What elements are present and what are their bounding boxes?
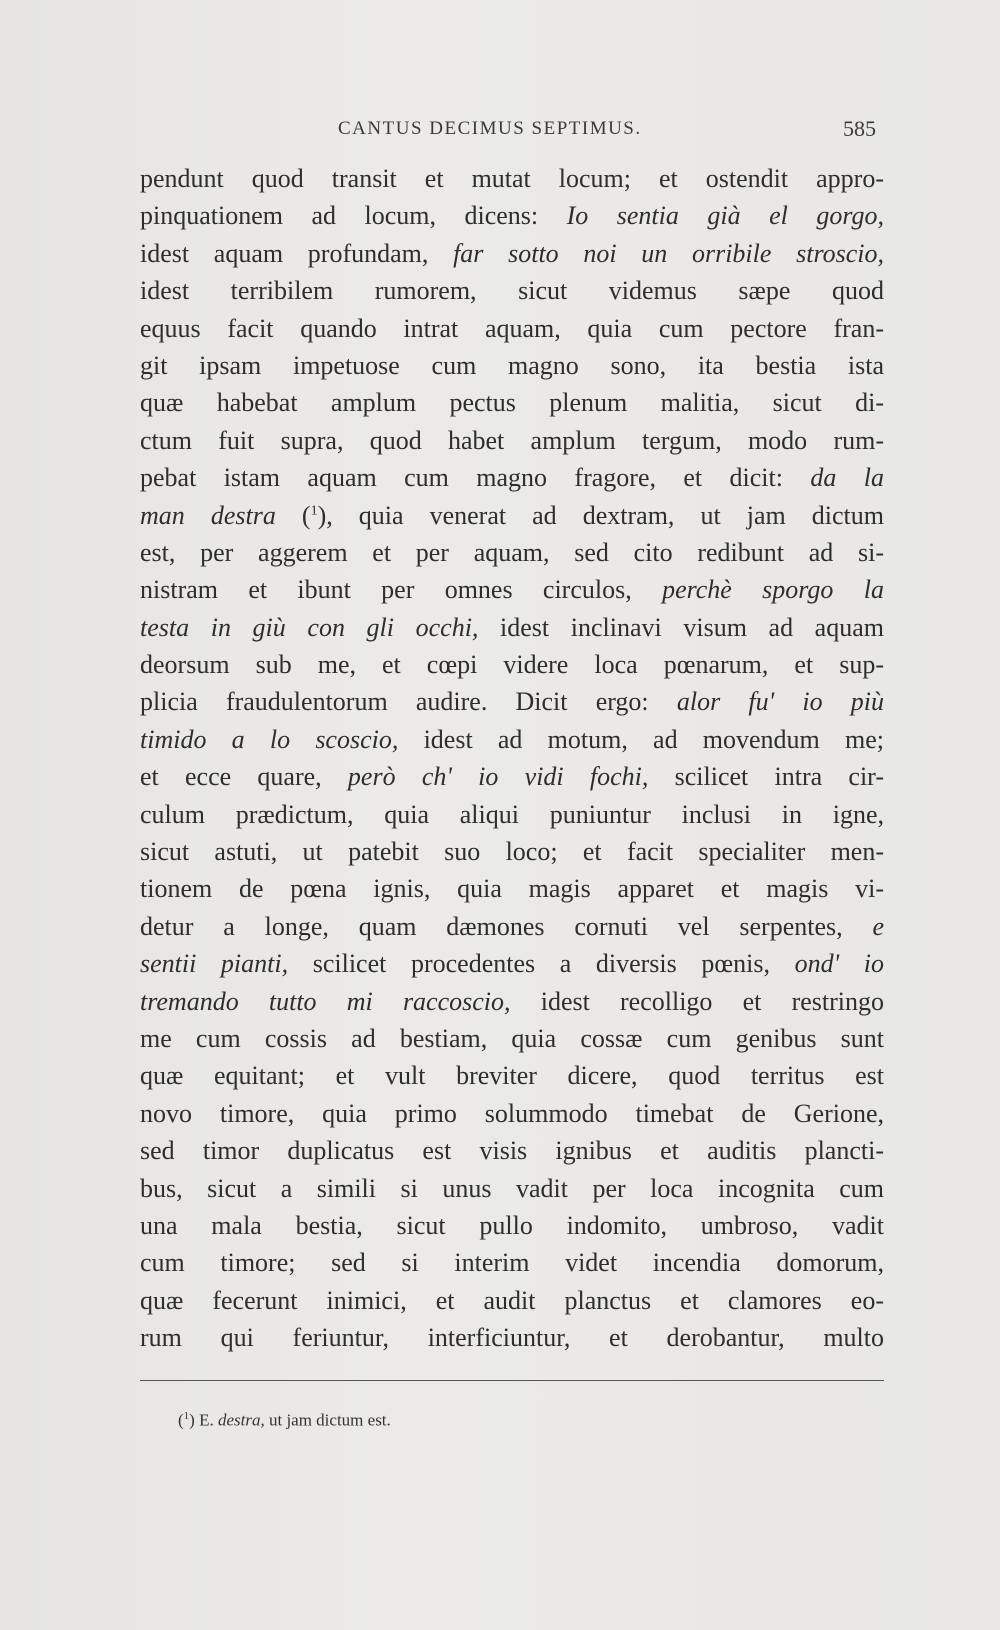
italic-quote: perchè sporgo la [662, 575, 884, 605]
text-line [140, 422, 884, 459]
italic-quote: Io sentia già el gorgo, [566, 201, 884, 231]
text-line [140, 1095, 884, 1132]
text-line [140, 945, 884, 982]
italic-quote: tremando tutto mi raccoscio, [140, 986, 511, 1016]
text-line [140, 983, 884, 1020]
line-segment: pebat istam aquam cum magno fragore, et dicit: [140, 463, 811, 493]
text-line [140, 534, 884, 571]
text-line [140, 870, 884, 907]
line-segment: pinquationem ad locum, dicens: [140, 201, 567, 231]
text-line [140, 683, 884, 720]
footnote-reference: 1 [310, 502, 318, 518]
line-segment: ), quia venerat ad dextram, ut jam dictum [317, 500, 884, 530]
text-line [140, 160, 884, 197]
footnote [178, 1410, 391, 1431]
line-segment: idest recolligo et restringo [510, 986, 884, 1016]
text-line [140, 758, 884, 795]
line-segment: ( [275, 500, 311, 530]
italic-quote: alor fu' io più [676, 687, 884, 717]
text-line [140, 235, 884, 272]
line-segment: idest inclinavi visum ad aquam [478, 612, 884, 642]
line-segment: scilicet intra cir- [648, 762, 884, 792]
line-segment: deorsum sub me, et cœpi videre loca pœnarum, et sup- [140, 650, 884, 680]
text-line [140, 721, 884, 758]
text-line [140, 1132, 884, 1169]
line-segment: idest ad motum, ad movendum me; [398, 724, 884, 754]
footnote-label: ) E. [189, 1410, 218, 1430]
text-line [140, 796, 884, 833]
line-segment: culum prædictum, quia aliqui puniuntur inclusi in igne, [140, 799, 884, 829]
italic-quote: da la [810, 463, 884, 493]
italic-quote: ond' io [794, 949, 884, 979]
line-segment: me cum cossis ad bestiam, quia cossæ cum genibus sunt [140, 1023, 884, 1053]
italic-quote: sentii pianti, [140, 949, 289, 979]
line-segment: scilicet procedentes a diversis pœnis, [288, 949, 795, 979]
body-text [140, 160, 884, 1357]
text-line [140, 1319, 884, 1356]
line-segment: sicut astuti, ut patebit suo loco; et facit specialiter men- [140, 837, 884, 867]
running-title: CANTUS DECIMUS SEPTIMUS. [338, 118, 642, 139]
line-segment: rum qui feriuntur, interficiuntur, et derobantur, multo [140, 1323, 884, 1353]
line-segment: pendunt quod transit et mutat locum; et ostendit appro- [140, 164, 884, 193]
line-segment: equus facit quando intrat aquam, quia cum pectore fran- [140, 313, 884, 343]
italic-quote: timido a lo scoscio, [140, 724, 399, 754]
text-line [140, 1207, 884, 1244]
text-line [140, 497, 884, 534]
page-number: 585 [843, 116, 876, 141]
text-line [140, 459, 884, 496]
line-segment: tionem de pœna ignis, quia magis apparet et magis vi- [140, 874, 884, 904]
italic-quote: però ch' io vidi fochi, [347, 762, 649, 792]
text-line [140, 571, 884, 608]
italic-quote: testa in giù con gli occhi, [140, 612, 479, 642]
line-segment: idest aquam profundam, [140, 238, 454, 268]
text-line [140, 1244, 884, 1281]
footnote-text: ut jam dictum est. [264, 1410, 391, 1430]
line-segment: una mala bestia, sicut pullo indomito, umbroso, vadit [140, 1210, 884, 1240]
text-line [140, 1057, 884, 1094]
text-line [140, 646, 884, 683]
line-segment: quæ fecerunt inimici, et audit planctus et clamores eo- [140, 1285, 884, 1315]
text-line [140, 1282, 884, 1319]
text-line [140, 384, 884, 421]
line-segment: bus, sicut a simili si unus vadit per loca incognita cum [140, 1173, 884, 1203]
line-segment: quæ habebat amplum pectus plenum malitia, sicut di- [140, 388, 884, 418]
line-segment: novo timore, quia primo solummodo timebat de Gerione, [140, 1098, 884, 1128]
running-head [140, 118, 880, 148]
italic-quote: man destra [140, 500, 276, 530]
text-line [140, 908, 884, 945]
text-line [140, 609, 884, 646]
text-line [140, 197, 884, 234]
line-segment: quæ equitant; et vult breviter dicere, quod territus est [140, 1061, 884, 1091]
footnote-mark: 1 [183, 1410, 190, 1422]
italic-quote: e [872, 911, 884, 941]
line-segment: et ecce quare, [140, 762, 348, 792]
line-segment: sed timor duplicatus est visis ignibus et auditis plancti- [140, 1136, 884, 1166]
line-segment: nistram et ibunt per omnes circulos, [140, 575, 663, 605]
line-segment: git ipsam impetuose cum magno sono, ita bestia ista [140, 350, 884, 380]
text-line [140, 1170, 884, 1207]
footnote-rule [140, 1380, 884, 1381]
line-segment: ctum fuit supra, quod habet amplum tergum, modo rum- [140, 425, 884, 455]
line-segment: plicia fraudulentorum audire. Dicit ergo: [140, 687, 677, 717]
text-line [140, 310, 884, 347]
line-segment: cum timore; sed si interim videt incendia domorum, [140, 1248, 884, 1278]
text-line [140, 1020, 884, 1057]
text-line [140, 347, 884, 384]
footnote-open-paren: ( [178, 1410, 184, 1430]
line-segment: idest terribilem rumorem, sicut videmus sæpe quod [140, 276, 884, 306]
text-line [140, 272, 884, 309]
line-segment: est, per aggerem et per aquam, sed cito redibunt ad si- [140, 537, 884, 567]
italic-quote: far sotto noi un orribile stroscio, [453, 238, 884, 268]
line-segment: detur a longe, quam dæmones cornuti vel serpentes, [140, 911, 873, 941]
footnote-italic: destra, [217, 1410, 265, 1430]
text-line [140, 833, 884, 870]
